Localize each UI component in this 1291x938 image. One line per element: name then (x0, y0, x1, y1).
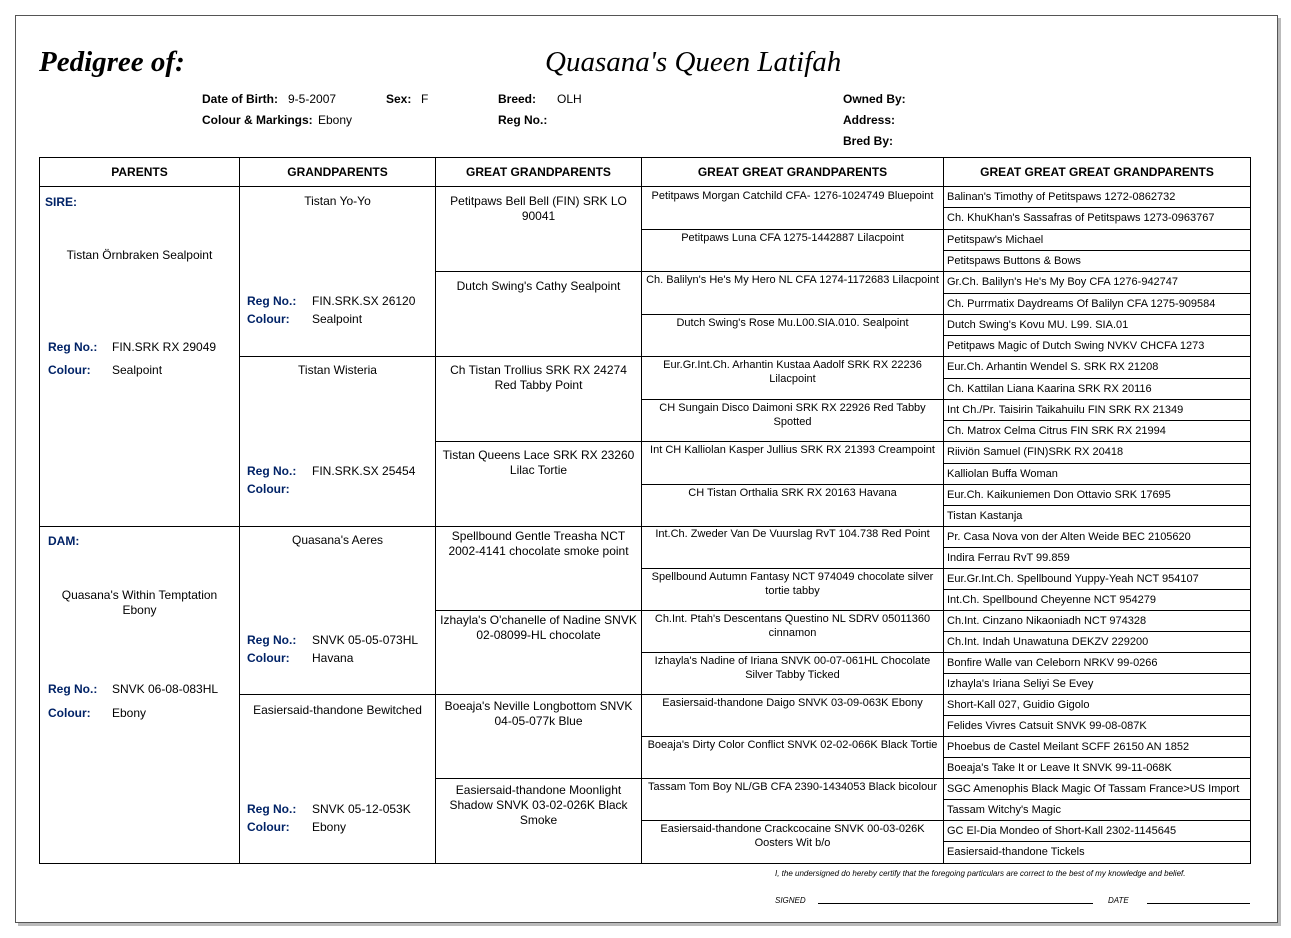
sex-value: F (421, 92, 429, 106)
grandparent-cell (240, 187, 436, 357)
great-great-great-grandparent-cell: Petitspaws Buttons & Bows (944, 251, 1250, 272)
column-header-grandparents: GRANDPARENTS (240, 158, 436, 187)
great-grandparent-cell (436, 779, 642, 863)
great-great-great-grandparent-cell: Dutch Swing's Kovu MU. L99. SIA.01 (944, 315, 1250, 336)
great-great-grandparent-name: Boeaja's Dirty Color Conflict SNVK 02-02-066K Black Tortie (647, 739, 938, 751)
great-great-great-grandparent-cell: Ch. Purrmatix Daydreams Of Balilyn CFA 1275-909584 (944, 294, 1250, 315)
great-great-great-grandparent-cell: Bonfire Walle van Celeborn NRKV 99-0266 (944, 653, 1250, 674)
great-great-grandparent-name: Eur.Gr.Int.Ch. Arhantin Kustaa Aadolf SRK RX 22236 Lilacpoint (663, 359, 922, 385)
great-great-grandparent-name: Ch.Int. Ptah's Descentans Questino NL SDRV 05011360 cinnamon (654, 613, 931, 639)
great-great-grandparent-cell (642, 611, 944, 653)
sire-cell (40, 187, 240, 527)
great-great-grandparent-name: Tassam Tom Boy NL/GB CFA 2390-1434053 Black bicolour (647, 781, 937, 793)
great-grandparent-cell (436, 527, 642, 611)
title-prefix: Pedigree of: (39, 46, 185, 78)
dam-cell (40, 527, 240, 863)
grandparent-reg-value: FIN.SRK.SX 25454 (312, 464, 416, 478)
great-great-great-grandparent-cell: Petitpaws Magic of Dutch Swing NVKV CHCFA 1273 (944, 336, 1250, 357)
grandparent-reg-value: SNVK 05-12-053K (312, 802, 411, 816)
dam-label: DAM: (48, 534, 80, 548)
great-great-great-grandparent-cell: Petitspaw's Michael (944, 230, 1250, 251)
column-header-great-great-grandparents: GREAT GREAT GRANDPARENTS (642, 158, 944, 187)
great-grandparent-name: Petitpaws Bell Bell (FIN) SRK LO 90041 (450, 194, 627, 223)
grandparent-reg-label: Reg No.: (247, 802, 297, 816)
great-grandparent-cell (436, 611, 642, 695)
sex-label: Sex: (386, 92, 412, 106)
great-great-great-grandparent-cell: Pr. Casa Nova von der Alten Weide BEC 2105620 (944, 527, 1250, 548)
dam-name: Quasana's Within Temptation Ebony (61, 588, 218, 617)
dob-value: 9-5-2007 (288, 92, 337, 106)
sire-label: SIRE: (45, 195, 78, 209)
great-great-great-grandparent-cell: Izhayla's Iriana Seliyi Se Evey (944, 674, 1250, 695)
column-header-great-grandparents: GREAT GRANDPARENTS (436, 158, 642, 187)
grandparent-colour-value: Sealpoint (312, 312, 363, 326)
great-great-great-grandparent-cell: Ch.Int. Indah Unawatuna DEKZV 229200 (944, 632, 1250, 653)
great-great-grandparent-cell (642, 695, 944, 737)
great-grandparent-name: Boeaja's Neville Longbottom SNVK 04-05-077k Blue (444, 699, 633, 728)
great-great-great-grandparent-cell: SGC Amenophis Black Magic Of Tassam France>US Import (944, 779, 1250, 800)
owned-by-label: Owned By: (843, 92, 906, 106)
great-great-grandparent-name: Ch. Balilyn's He's My Hero NL CFA 1274-1172683 Lilacpoint (646, 274, 939, 286)
grandparent-colour-value: Ebony (312, 820, 347, 834)
great-grandparent-name: Spellbound Gentle Treasha NCT 2002-4141 chocolate smoke point (448, 529, 629, 558)
grandparent-cell (240, 357, 436, 527)
great-great-grandparent-cell (642, 272, 944, 315)
great-great-great-grandparent-cell: Balinan's Timothy of Petitspaws 1272-0862732 (944, 187, 1250, 208)
sire-reg-label: Reg No.: (48, 340, 98, 354)
sire-reg-value: FIN.SRK RX 29049 (112, 340, 217, 354)
great-great-grandparent-name: CH Sungain Disco Daimoni SRK RX 22926 Red Tabby Spotted (659, 402, 926, 428)
great-great-grandparent-cell (642, 400, 944, 442)
great-great-grandparent-name: Petitpaws Luna CFA 1275-1442887 Lilacpoint (681, 232, 904, 244)
great-grandparent-cell (436, 357, 642, 442)
dob-label: Date of Birth: (202, 92, 278, 106)
great-great-great-grandparent-cell: Riiviön Samuel (FIN)SRK RX 20418 (944, 442, 1250, 464)
pedigree-table (39, 157, 1251, 864)
great-great-grandparent-cell (642, 315, 944, 357)
great-great-great-grandparent-cell: Int.Ch. Spellbound Cheyenne NCT 954279 (944, 590, 1250, 611)
great-great-grandparent-name: Int.Ch. Zweder Van De Vuurslag RvT 104.738 Red Point (655, 528, 930, 540)
great-great-great-grandparent-cell: Int Ch./Pr. Taisirin Taikahuilu FIN SRK RX 21349 (944, 400, 1250, 421)
great-great-grandparent-name: CH Tistan Orthalia SRK RX 20163 Havana (688, 487, 897, 499)
grandparent-reg-label: Reg No.: (247, 294, 297, 308)
great-great-great-grandparent-cell: Phoebus de Castel Meilant SCFF 26150 AN 1852 (944, 737, 1250, 758)
breed-value: OLH (557, 92, 582, 106)
bred-by-label: Bred By: (843, 134, 894, 148)
date-label: DATE (1108, 896, 1129, 905)
dam-colour-label: Colour: (48, 706, 91, 720)
great-grandparent-name: Easiersaid-thandone Moonlight Shadow SNVK 03-02-026K Black Smoke (449, 783, 628, 827)
grandparent-cell (240, 527, 436, 695)
sire-colour-value: Sealpoint (112, 363, 163, 377)
great-great-grandparent-cell (642, 653, 944, 695)
great-great-great-grandparent-cell: Ch. Kattilan Liana Kaarina SRK RX 20116 (944, 379, 1250, 400)
grandparent-colour-label: Colour: (247, 651, 290, 665)
grandparent-colour-label: Colour: (247, 482, 290, 496)
dam-colour-value: Ebony (112, 706, 147, 720)
great-great-great-grandparent-cell: Easiersaid-thandone Tickels (947, 846, 1085, 858)
great-great-great-grandparent-cell: Tassam Witchy's Magic (944, 800, 1250, 821)
colour-label: Colour & Markings: (202, 113, 313, 127)
great-great-great-grandparent-cell: Eur.Gr.Int.Ch. Spellbound Yuppy-Yeah NCT 954107 (944, 569, 1250, 590)
great-great-grandparent-cell (642, 230, 944, 272)
great-grandparent-name: Ch Tistan Trollius SRK RX 24274 Red Tabby Point (450, 363, 627, 392)
grandparent-name: Tistan Yo-Yo (304, 194, 371, 208)
colour-value: Ebony (318, 113, 353, 127)
great-grandparent-name: Dutch Swing's Cathy Sealpoint (456, 279, 621, 293)
great-great-great-grandparent-cell: Kalliolan Buffa Woman (944, 464, 1250, 485)
great-grandparent-cell (436, 695, 642, 779)
address-label: Address: (843, 113, 896, 127)
grandparent-colour-label: Colour: (247, 820, 290, 834)
sire-name: Tistan Örnbraken Sealpoint (66, 248, 213, 262)
great-great-grandparent-cell (642, 357, 944, 400)
grandparent-name: Quasana's Aeres (291, 533, 383, 547)
great-great-great-grandparent-cell: Eur.Ch. Kaikuniemen Don Ottavio SRK 17695 (944, 485, 1250, 506)
grandparent-reg-label: Reg No.: (247, 464, 297, 478)
grandparent-reg-label: Reg No.: (247, 633, 297, 647)
great-great-great-grandparent-cell: Eur.Ch. Arhantin Wendel S. SRK RX 21208 (944, 357, 1250, 379)
grandparent-cell (240, 695, 436, 863)
great-grandparent-name: Izhayla's O'chanelle of Nadine SNVK 02-08099-HL chocolate (440, 613, 637, 642)
great-great-great-grandparent-cell: Ch. Matrox Celma Citrus FIN SRK RX 21994 (944, 421, 1250, 442)
great-great-great-grandparent-cell: GC El-Dia Mondeo of Short-Kall 2302-1145645 (944, 821, 1250, 842)
great-great-grandparent-cell (642, 187, 944, 230)
great-great-grandparent-cell (642, 779, 944, 821)
great-great-grandparent-name: Spellbound Autumn Fantasy NCT 974049 chocolate silver tortie tabby (651, 571, 934, 597)
cat-name: Quasana's Queen Latifah (545, 46, 842, 78)
breed-label: Breed: (498, 92, 537, 106)
reg-label: Reg No.: (498, 113, 548, 127)
great-great-grandparent-cell (642, 527, 944, 569)
great-great-great-grandparent-cell: Short-Kall 027, Guidio Gigolo (944, 695, 1250, 716)
grandparent-colour-label: Colour: (247, 312, 290, 326)
great-grandparent-cell (436, 442, 642, 527)
grandparent-name: Tistan Wisteria (298, 363, 377, 377)
column-header-parents: PARENTS (40, 158, 240, 187)
great-grandparent-cell (436, 187, 642, 272)
sire-colour-label: Colour: (48, 363, 91, 377)
great-great-grandparent-name: Easiersaid-thandone Daigo SNVK 03-09-063K Ebony (662, 697, 923, 709)
great-great-grandparent-name: Int CH Kalliolan Kasper Jullius SRK RX 21393 Creampoint (650, 444, 935, 456)
great-great-grandparent-name: Petitpaws Morgan Catchild CFA- 1276-1024749 Bluepoint (651, 190, 934, 202)
signed-label: SIGNED (775, 896, 806, 905)
great-great-great-grandparent-cell: Felides Vivres Catsuit SNVK 99-08-087K (944, 716, 1250, 737)
column-header-great-great-great-grandparents: GREAT GREAT GREAT GRANDPARENTS (944, 158, 1250, 187)
great-great-grandparent-cell (642, 442, 944, 485)
great-great-great-grandparent-cell: Tistan Kastanja (944, 506, 1250, 527)
great-great-grandparent-cell (642, 737, 944, 779)
certification-text: I, the undersigned do hereby certify that the foregoing particulars are correct to the best of my knowledge and belief. (775, 869, 1186, 878)
great-great-great-grandparent-cell: Ch.Int. Cinzano Nikaoniadh NCT 974328 (944, 611, 1250, 632)
great-great-grandparent-name: Izhayla's Nadine of Iriana SNVK 00-07-061HL Chocolate Silver Tabby Ticked (654, 655, 931, 681)
great-grandparent-cell (436, 272, 642, 357)
great-great-great-grandparent-cell: Boeaja's Take It or Leave It SNVK 99-11-068K (944, 758, 1250, 779)
dam-reg-label: Reg No.: (48, 682, 98, 696)
great-great-grandparent-name: Dutch Swing's Rose Mu.L00.SIA.010. Sealpoint (676, 317, 909, 329)
great-great-grandparent-cell (642, 485, 944, 527)
great-great-grandparent-cell (642, 821, 944, 863)
grandparent-name: Easiersaid-thandone Bewitched (253, 703, 422, 717)
date-line (1147, 903, 1250, 904)
great-great-great-grandparent-cell: Ch. KhuKhan's Sassafras of Petitspaws 1273-0963767 (944, 208, 1250, 230)
great-great-grandparent-cell (642, 569, 944, 611)
grandparent-colour-value: Havana (312, 651, 354, 665)
grandparent-reg-value: SNVK 05-05-073HL (312, 633, 419, 647)
grandparent-reg-value: FIN.SRK.SX 26120 (312, 294, 416, 308)
great-grandparent-name: Tistan Queens Lace SRK RX 23260 Lilac Tortie (442, 448, 635, 477)
great-great-grandparent-name: Easiersaid-thandone Crackcocaine SNVK 00-03-026K Oosters Wit b/o (660, 823, 925, 849)
great-great-great-grandparent-cell: Gr.Ch. Balilyn's He's My Boy CFA 1276-942747 (944, 272, 1250, 294)
signature-line (818, 903, 1093, 904)
dam-reg-value: SNVK 06-08-083HL (112, 682, 219, 696)
great-great-great-grandparent-cell: Indira Ferrau RvT 99.859 (944, 548, 1250, 569)
